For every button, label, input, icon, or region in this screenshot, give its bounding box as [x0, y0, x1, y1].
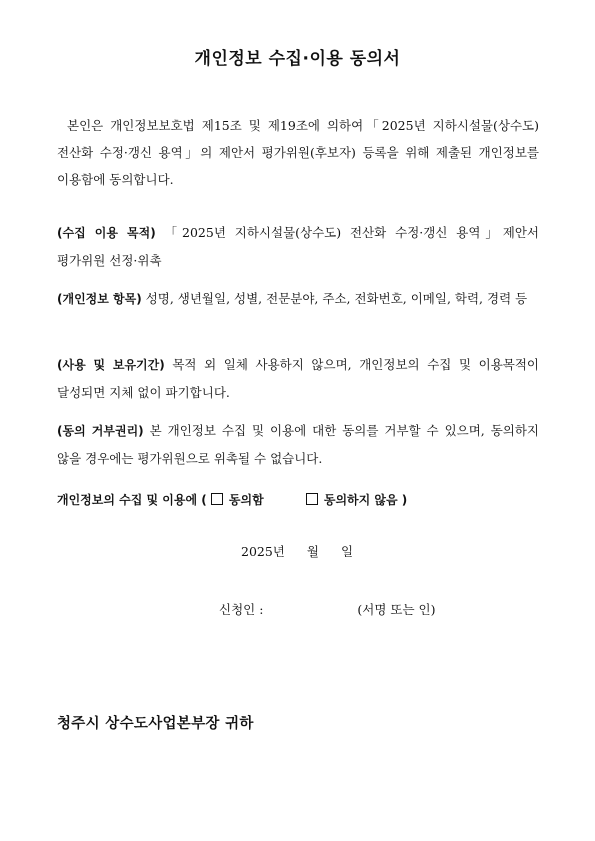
intro-paragraph: 본인은 개인정보보호법 제15조 및 제19조에 의하여「2025년 지하시설물(상수도) 전산화 수정·갱신 용역」의 제안서 평가위원(후보자) 등록을 위해 제출된 개인정보를 이용함에 동의합니다. [57, 118, 539, 187]
section-retention [57, 351, 539, 406]
agree-label: 동의함 [228, 493, 264, 507]
agree-checkbox[interactable] [211, 493, 223, 505]
document-title: 개인정보 수집·이용 동의서 [194, 49, 401, 69]
section-purpose-label: (수집 이용 목적) [57, 226, 156, 240]
consent-line [57, 487, 539, 514]
date-line [241, 542, 353, 560]
consent-prefix: 개인정보의 수집 및 이용에 ( [57, 493, 207, 507]
date-year: 2025년 [241, 544, 285, 559]
signature-hint: (서명 또는 인) [357, 602, 436, 617]
addressee: 청주시 상수도사업본부장 귀하 [57, 716, 254, 732]
agree-option[interactable] [211, 487, 264, 514]
section-purpose-text: 「2025년 지하시설물(상수도) 전산화 수정·갱신 용역」제안서 평가위원 선정·위촉 [57, 225, 539, 268]
section-refusal-right-label: (동의 거부권리) [57, 424, 144, 438]
applicant-line [219, 600, 435, 618]
section-retention-label: (사용 및 보유기간) [57, 358, 165, 372]
section-items-label: (개인정보 항목) [57, 292, 142, 306]
section-refusal-right-text: 본 개인정보 수집 및 이용에 대한 동의를 거부할 수 있으며, 동의하지 않을 경우에는 평가위원으로 위촉될 수 없습니다. [57, 423, 540, 466]
date-month: 월 [306, 544, 319, 559]
section-retention-text: 목적 외 일체 사용하지 않으며, 개인정보의 수집 및 이용목적이 달성되면 지체 없이 파기합니다. [57, 357, 539, 400]
applicant-label: 신청인 : [219, 602, 264, 617]
date-day: 일 [340, 544, 354, 559]
disagree-option[interactable] [306, 487, 407, 514]
section-items-text: 성명, 생년월일, 성별, 전문분야, 주소, 전화번호, 이메일, 학력, 경력 등 [145, 291, 528, 306]
disagree-label: 동의하지 않음 ) [323, 493, 408, 507]
disagree-checkbox[interactable] [306, 493, 318, 505]
section-purpose [57, 219, 539, 274]
section-refusal-right [57, 417, 539, 472]
section-items [57, 285, 539, 313]
